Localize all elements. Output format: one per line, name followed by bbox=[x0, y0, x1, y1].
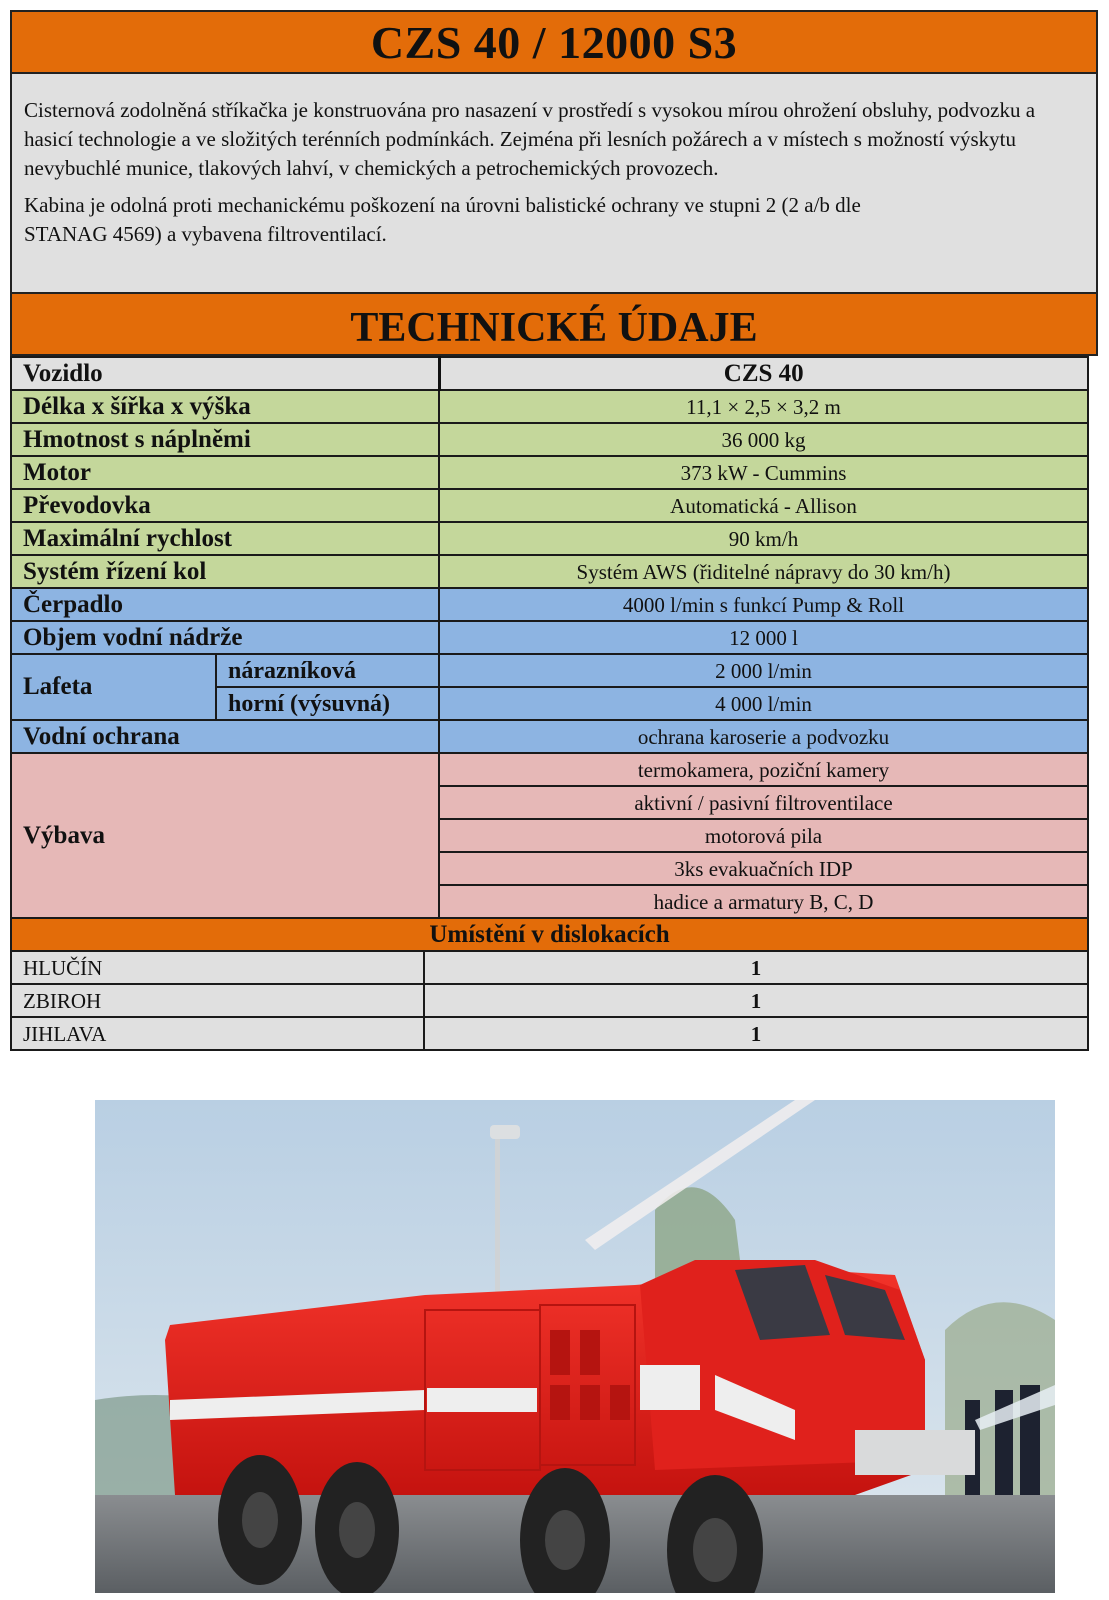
spec-row bbox=[11, 423, 1088, 456]
intro-paragraph-1: Cisternová zodolněná stříkačka je konstruována pro nasazení v prostředí s vysokou mírou ohrožení obsluhy, podvozku a hasicí technologie a ve složitých terénních podmínkách. Zejména při lesních požárech a v místech s možností výskytu nevybuchlé munice, tlakových lahví, v chemických a petrochemických provozech. bbox=[24, 98, 1036, 180]
spec-row bbox=[11, 555, 1088, 588]
location-count: 1 bbox=[424, 951, 1088, 984]
location-count: 1 bbox=[424, 984, 1088, 1017]
spec-value: Automatická - Allison bbox=[439, 489, 1088, 522]
spec-label: Hmotnost s náplněmi bbox=[11, 423, 439, 456]
title-bar bbox=[10, 10, 1098, 74]
spec-label: Systém řízení kol bbox=[11, 555, 439, 588]
spec-label: Čerpadlo bbox=[11, 588, 439, 621]
locations-table bbox=[10, 917, 1089, 1051]
intro-paragraph-2: Kabina je odolná proti mechanickému poškození na úrovni balistické ochrany ve stupni 2 (2 a/b dle STANAG 4569) a vybavena filtroventilací. bbox=[24, 193, 861, 246]
spec-label: Motor bbox=[11, 456, 439, 489]
equipment-item: termokamera, poziční kamery bbox=[439, 753, 1088, 786]
spec-value: CZS 40 bbox=[439, 357, 1088, 390]
fire-truck-photo bbox=[95, 1100, 1055, 1593]
spec-label: Výbava bbox=[11, 753, 439, 918]
spec-value: 36 000 kg bbox=[439, 423, 1088, 456]
spec-value: 90 km/h bbox=[439, 522, 1088, 555]
spec-value: ochrana karoserie a podvozku bbox=[439, 720, 1088, 753]
location-name: ZBIROH bbox=[11, 984, 424, 1017]
spec-row bbox=[11, 489, 1088, 522]
page-title: CZS 40 / 12000 S3 bbox=[370, 16, 738, 68]
spec-sublabel: horní (výsuvná) bbox=[216, 687, 439, 720]
equipment-item: hadice a armatury B, C, D bbox=[439, 885, 1088, 918]
spec-value: 373 kW - Cummins bbox=[439, 456, 1088, 489]
spec-label: Objem vodní nádrže bbox=[11, 621, 439, 654]
locations-heading: Umístění v dislokacích bbox=[11, 918, 1088, 951]
equipment-item: 3ks evakuačních IDP bbox=[439, 852, 1088, 885]
intro-section bbox=[10, 74, 1098, 294]
location-count: 1 bbox=[424, 1017, 1088, 1050]
location-row bbox=[11, 951, 1088, 984]
spec-row-lafeta bbox=[11, 654, 1088, 687]
spec-value: 4000 l/min s funkcí Pump & Roll bbox=[439, 588, 1088, 621]
spec-row bbox=[11, 720, 1088, 753]
spec-value: 12 000 l bbox=[439, 621, 1088, 654]
equipment-item: aktivní / pasivní filtroventilace bbox=[439, 786, 1088, 819]
location-row bbox=[11, 984, 1088, 1017]
spec-label: Převodovka bbox=[11, 489, 439, 522]
spec-value: 2 000 l/min bbox=[439, 654, 1088, 687]
spec-sublabel: nárazníková bbox=[216, 654, 439, 687]
technical-heading: TECHNICKÉ ÚDAJE bbox=[350, 305, 758, 351]
spec-row bbox=[11, 390, 1088, 423]
spec-label: Maximální rychlost bbox=[11, 522, 439, 555]
locations-heading-row bbox=[11, 918, 1088, 951]
location-row bbox=[11, 1017, 1088, 1050]
location-name: JIHLAVA bbox=[11, 1017, 424, 1050]
spec-row bbox=[11, 522, 1088, 555]
spec-label: Vozidlo bbox=[11, 357, 439, 390]
datasheet bbox=[10, 10, 1098, 1051]
spec-value: 11,1 × 2,5 × 3,2 m bbox=[439, 390, 1088, 423]
spec-row bbox=[11, 456, 1088, 489]
spec-row-vehicle bbox=[11, 357, 1088, 390]
spec-value: Systém AWS (řiditelné nápravy do 30 km/h) bbox=[439, 555, 1088, 588]
equipment-item: motorová pila bbox=[439, 819, 1088, 852]
spec-label: Lafeta bbox=[11, 654, 216, 720]
location-name: HLUČÍN bbox=[11, 951, 424, 984]
spec-row bbox=[11, 588, 1088, 621]
spec-table bbox=[10, 356, 1089, 919]
spec-label: Vodní ochrana bbox=[11, 720, 439, 753]
technical-heading-bar bbox=[10, 294, 1098, 356]
spec-row bbox=[11, 621, 1088, 654]
spec-row-equipment bbox=[11, 753, 1088, 786]
spec-value: 4 000 l/min bbox=[439, 687, 1088, 720]
spec-label: Délka x šířka x výška bbox=[11, 390, 439, 423]
